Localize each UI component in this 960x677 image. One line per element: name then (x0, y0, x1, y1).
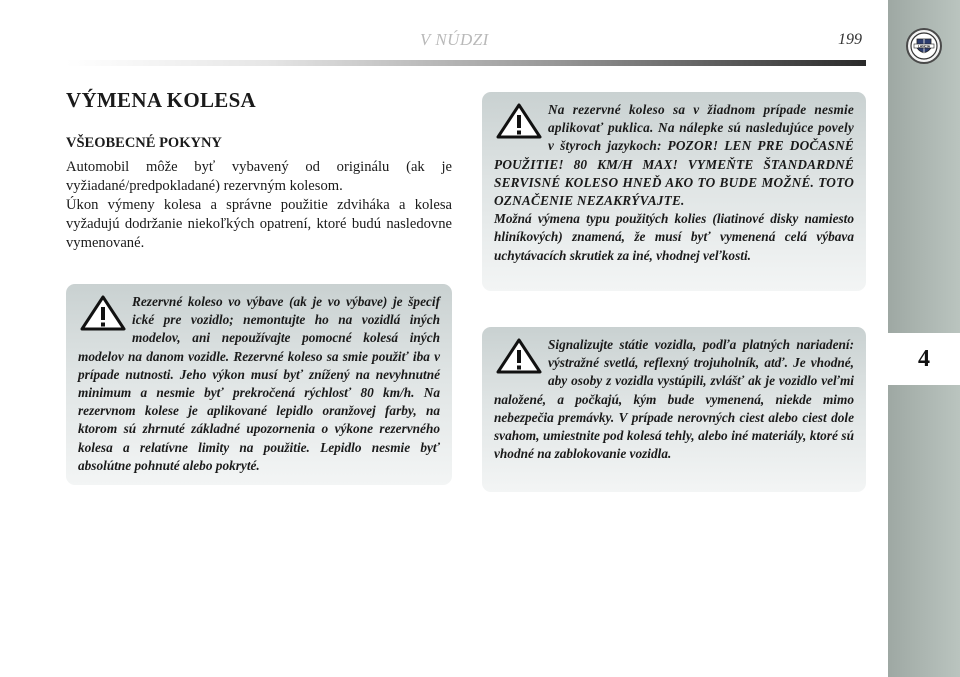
body-paragraph: Úkon výmeny kolesa a správne použitie zdviháka a kolesa vyžadujú dodržanie niekoľkých opatrení, ktoré budú nasledovne vymenované. (66, 197, 452, 251)
lancia-shield-icon (908, 30, 940, 62)
warning-signal-vehicle (482, 327, 866, 492)
section-title: VÝMENA KOLESA (66, 88, 257, 112)
warning-text-detail: Možná výmena typu použitých kolies (liatinové disky namiesto hliníkových) znamená, že musí byť vymenená celá výbava uchytávacích skrutiek za iné, vhodnej veľkosti. (494, 211, 854, 263)
page-number: 199 (838, 31, 862, 48)
chapter-number-tab[interactable]: 4 (888, 333, 960, 385)
lancia-logo (906, 28, 942, 64)
running-header-title: V NÚDZI (420, 30, 489, 49)
section-body (66, 158, 452, 253)
header-rule (66, 60, 866, 66)
warning-text: Signalizujte státie vozidla, podľa platných nariadení: výstražné svetlá, reflexný trojuholník, atď. Je vhodné, aby osoby z vozidla vystúpili, zvlášť ak je vozidlo veľmi naložené, a počkajú, kým bude vymenená, niekde mimo nebezpečia premávky. V prípade nerovných ciest alebo ciest dole svahom, umiestnite pod kolesá tehly, alebo iné materiály, ktoré sú vhodné na zablokovanie vozidla. (494, 337, 854, 462)
subsection-title: VŠEOBECNÉ POKYNY (66, 135, 222, 151)
warning-spare-wheel (66, 284, 452, 485)
warning-triangle-icon (496, 103, 542, 139)
warning-triangle-icon (80, 295, 126, 331)
warning-text: Rezervné koleso vo výbave (ak je vo výbave) je špecif ické pre vozidlo; nemontujte ho na vozidlá iných modelov, ani nepoužívajte pomocné kolesá iných modelov na danom vozidle. Rezervné koleso sa smie použiť iba v prípade nutnosti. Jeho výkon musí byť znížený na nevyhnutné minimum a nesmie byť prekročená rýchlosť 80 km/h. Na rezervnom kolese je aplikované lepidlo oranžovej farby, na ktorom sú zhrnuté základné upozornenia o výkone rezervného kolesa a relatívne limity na použitie. Lepidlo nesmie byť absolútne pohnuté alebo pokryté. (78, 294, 440, 473)
body-paragraph: Automobil môže byť vybavený od originálu (ak je vyžiadané/predpokladané) rezervným kolesom. (66, 159, 452, 194)
logo-lettering: LANCIA (917, 44, 931, 49)
warning-text: Na rezervné koleso sa v žiadnom prípade nesmie aplikovať puklica. Na nálepke sú nasledujúce povely v štyroch jazykoch: POZOR! LEN PRE DOČASNÉ POUŽITIE! 80 KM/H MAX! VYMEŇTE ŠTANDARDNÉ SERVISNÉ KOLESO HNEĎ AKO TO BUDE MOŽNÉ. TOTO OZNAČENIE NEZAKRÝVAJTE. (494, 102, 854, 209)
warning-hubcap (482, 92, 866, 291)
warning-triangle-icon (496, 338, 542, 374)
